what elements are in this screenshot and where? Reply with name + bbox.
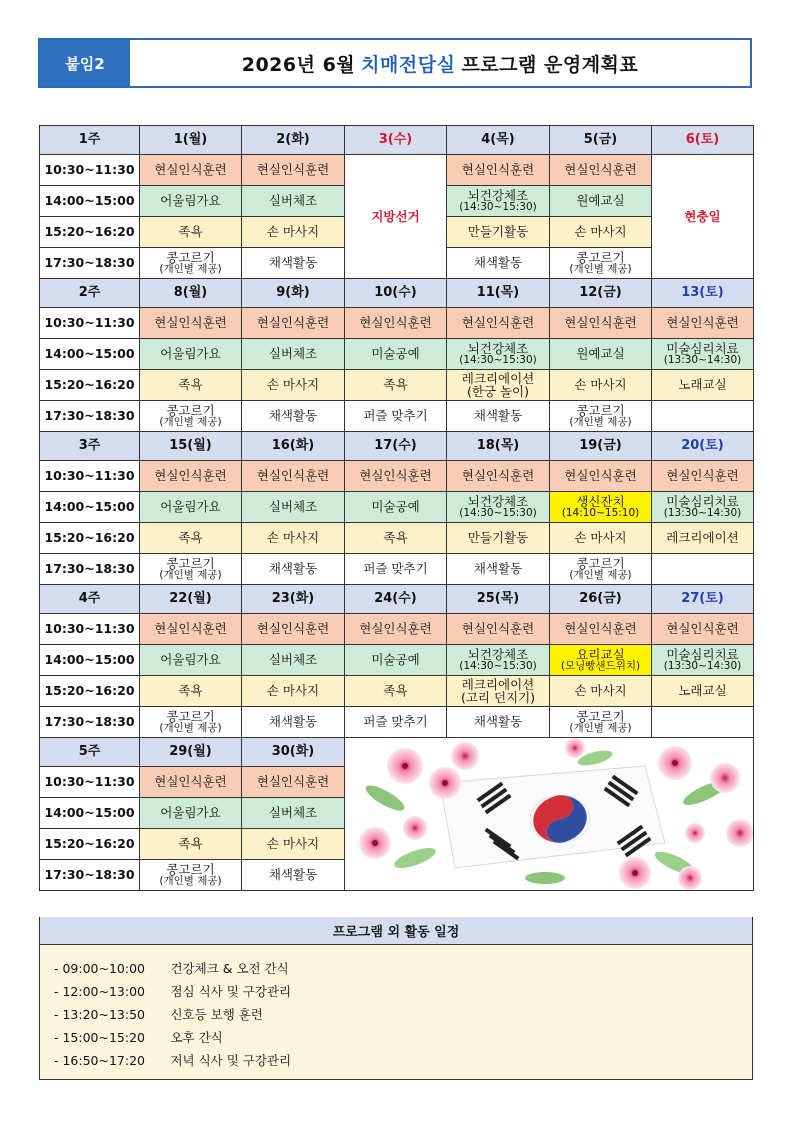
activity-cell: 퍼즐 맞추기 bbox=[345, 554, 447, 585]
time-row bbox=[40, 676, 754, 707]
activity-cell: 채색활동 bbox=[447, 248, 550, 279]
activity-cell: 콩고르기 (개인별 제공) bbox=[550, 401, 652, 432]
activity-cell: 어울림가요 bbox=[140, 798, 242, 829]
activity-cell: 현실인식훈련 bbox=[140, 614, 242, 645]
activity-cell: 족욕 bbox=[140, 829, 242, 860]
activity-cell: 손 마사지 bbox=[242, 829, 345, 860]
day-header-holiday: 6(토) bbox=[652, 126, 754, 155]
day-header: 10(수) bbox=[345, 279, 447, 308]
activity-cell: 레크리에이션 (고리 던지기) bbox=[447, 676, 550, 707]
day-header: 24(수) bbox=[345, 585, 447, 614]
week-label: 4주 bbox=[40, 585, 140, 614]
time-row bbox=[40, 401, 754, 432]
day-header: 8(월) bbox=[140, 279, 242, 308]
week-header-row bbox=[40, 585, 754, 614]
time-row bbox=[40, 645, 754, 676]
document-header bbox=[38, 38, 752, 88]
week-header-row bbox=[40, 432, 754, 461]
election-day-cell: 지방선거 bbox=[345, 155, 447, 279]
time-row bbox=[40, 155, 754, 186]
title-prefix: 2026년 6월 bbox=[241, 53, 356, 76]
day-header: 25(목) bbox=[447, 585, 550, 614]
day-header: 22(월) bbox=[140, 585, 242, 614]
time-slot: 10:30~11:30 bbox=[40, 614, 140, 645]
activity-cell: 손 마사지 bbox=[550, 676, 652, 707]
activity-cell: 현실인식훈련 bbox=[652, 614, 754, 645]
activity-cell: 현실인식훈련 bbox=[140, 461, 242, 492]
activity-cell: 족욕 bbox=[140, 676, 242, 707]
activity-cell: 실버체조 bbox=[242, 186, 345, 217]
time-slot: 10:30~11:30 bbox=[40, 767, 140, 798]
activity-cell: 채색활동 bbox=[242, 248, 345, 279]
activity-cell: 실버체조 bbox=[242, 339, 345, 370]
activity-cell: 콩고르기 (개인별 제공) bbox=[550, 707, 652, 738]
activity-cell: 노래교실 bbox=[652, 676, 754, 707]
activity-cell: 현실인식훈련 bbox=[447, 155, 550, 186]
activity-cell: 현실인식훈련 bbox=[242, 155, 345, 186]
activity-cell: 현실인식훈련 bbox=[345, 308, 447, 339]
time-slot: 14:00~15:00 bbox=[40, 645, 140, 676]
day-header: 16(화) bbox=[242, 432, 345, 461]
extra-schedule-list bbox=[39, 945, 753, 1080]
activity-cell: 현실인식훈련 bbox=[242, 461, 345, 492]
week-label: 5주 bbox=[40, 738, 140, 767]
day-header: 11(목) bbox=[447, 279, 550, 308]
day-header: 12(금) bbox=[550, 279, 652, 308]
schedule-table bbox=[39, 125, 754, 891]
activity-cell: 현실인식훈련 bbox=[345, 461, 447, 492]
activity-cell: 실버체조 bbox=[242, 798, 345, 829]
activity-cell: 족욕 bbox=[140, 523, 242, 554]
activity-cell bbox=[652, 707, 754, 738]
flag-body bbox=[440, 766, 665, 868]
activity-cell bbox=[652, 554, 754, 585]
time-slot: 15:20~16:20 bbox=[40, 523, 140, 554]
birthday-party-cell: 생신잔치 (14:10~15:10) bbox=[550, 492, 652, 523]
activity-cell: 족욕 bbox=[345, 523, 447, 554]
activity-cell bbox=[652, 401, 754, 432]
time-row bbox=[40, 370, 754, 401]
activity-cell: 족욕 bbox=[140, 370, 242, 401]
activity-cell: 미술공예 bbox=[345, 645, 447, 676]
day-header-saturday: 20(토) bbox=[652, 432, 754, 461]
activity-cell: 손 마사지 bbox=[242, 523, 345, 554]
time-slot: 17:30~18:30 bbox=[40, 248, 140, 279]
list-item: - 12:00~13:00 점심 식사 및 구강관리 bbox=[54, 984, 292, 999]
activity-cell: 미술공예 bbox=[345, 492, 447, 523]
time-slot: 15:20~16:20 bbox=[40, 217, 140, 248]
activity-cell: 현실인식훈련 bbox=[242, 767, 345, 798]
activity-cell: 채색활동 bbox=[447, 554, 550, 585]
activity-cell: 퍼즐 맞추기 bbox=[345, 707, 447, 738]
activity-cell: 손 마사지 bbox=[550, 217, 652, 248]
day-header: 30(화) bbox=[242, 738, 345, 767]
time-row bbox=[40, 461, 754, 492]
time-row bbox=[40, 707, 754, 738]
week-label: 2주 bbox=[40, 279, 140, 308]
activity-cell: 현실인식훈련 bbox=[242, 308, 345, 339]
day-header: 4(목) bbox=[447, 126, 550, 155]
activity-cell: 현실인식훈련 bbox=[550, 308, 652, 339]
activity-cell: 손 마사지 bbox=[242, 217, 345, 248]
activity-cell: 현실인식훈련 bbox=[550, 155, 652, 186]
activity-cell: 콩고르기 (개인별 제공) bbox=[140, 860, 242, 891]
week-header-row bbox=[40, 279, 754, 308]
day-header: 1(월) bbox=[140, 126, 242, 155]
activity-cell: 손 마사지 bbox=[550, 370, 652, 401]
activity-cell: 미술심리치료 (13:30~14:30) bbox=[652, 492, 754, 523]
day-header: 2(화) bbox=[242, 126, 345, 155]
list-item: - 15:00~15:20 오후 간식 bbox=[54, 1030, 223, 1045]
activity-cell: 채색활동 bbox=[447, 707, 550, 738]
activity-cell: 현실인식훈련 bbox=[242, 614, 345, 645]
activity-cell: 뇌건강체조 (14:30~15:30) bbox=[447, 186, 550, 217]
extra-schedule-title: 프로그램 외 활동 일정 bbox=[39, 917, 753, 945]
activity-cell: 미술심리치료 (13:30~14:30) bbox=[652, 645, 754, 676]
day-header: 19(금) bbox=[550, 432, 652, 461]
time-slot: 10:30~11:30 bbox=[40, 155, 140, 186]
activity-cell: 콩고르기 (개인별 제공) bbox=[550, 554, 652, 585]
time-slot: 10:30~11:30 bbox=[40, 308, 140, 339]
day-header: 26(금) bbox=[550, 585, 652, 614]
activity-cell: 현실인식훈련 bbox=[550, 614, 652, 645]
activity-cell: 콩고르기 (개인별 제공) bbox=[140, 554, 242, 585]
activity-cell: 어울림가요 bbox=[140, 186, 242, 217]
activity-cell: 현실인식훈련 bbox=[140, 155, 242, 186]
time-slot: 17:30~18:30 bbox=[40, 401, 140, 432]
activity-cell: 어울림가요 bbox=[140, 492, 242, 523]
list-item: - 16:50~17:20 저녁 식사 및 구강관리 bbox=[54, 1053, 292, 1068]
day-header: 15(월) bbox=[140, 432, 242, 461]
activity-cell: 원예교실 bbox=[550, 339, 652, 370]
time-slot: 15:20~16:20 bbox=[40, 370, 140, 401]
week-header-row bbox=[40, 126, 754, 155]
time-slot: 17:30~18:30 bbox=[40, 860, 140, 891]
activity-cell: 현실인식훈련 bbox=[652, 308, 754, 339]
time-slot: 17:30~18:30 bbox=[40, 707, 140, 738]
week-label: 1주 bbox=[40, 126, 140, 155]
activity-cell: 현실인식훈련 bbox=[140, 767, 242, 798]
activity-cell: 어울림가요 bbox=[140, 339, 242, 370]
day-header: 23(화) bbox=[242, 585, 345, 614]
time-row bbox=[40, 492, 754, 523]
activity-cell: 채색활동 bbox=[447, 401, 550, 432]
activity-cell: 미술공예 bbox=[345, 339, 447, 370]
activity-cell: 손 마사지 bbox=[242, 370, 345, 401]
time-row bbox=[40, 523, 754, 554]
attachment-badge: 붙임2 bbox=[40, 40, 130, 86]
activity-cell: 채색활동 bbox=[242, 554, 345, 585]
activity-cell: 현실인식훈련 bbox=[140, 308, 242, 339]
activity-cell: 족욕 bbox=[345, 676, 447, 707]
time-row bbox=[40, 339, 754, 370]
activity-cell: 현실인식훈련 bbox=[345, 614, 447, 645]
time-slot: 14:00~15:00 bbox=[40, 339, 140, 370]
activity-cell: 노래교실 bbox=[652, 370, 754, 401]
activity-cell: 현실인식훈련 bbox=[447, 614, 550, 645]
time-slot: 15:20~16:20 bbox=[40, 829, 140, 860]
title-suffix: 프로그램 운영계획표 bbox=[461, 53, 639, 76]
time-row bbox=[40, 614, 754, 645]
activity-cell: 현실인식훈련 bbox=[447, 461, 550, 492]
time-row bbox=[40, 308, 754, 339]
list-item: - 09:00~10:00 건강체크 & 오전 간식 bbox=[54, 961, 289, 976]
title-accent: 치매전담실 bbox=[361, 53, 456, 76]
activity-cell: 미술심리치료 (13:30~14:30) bbox=[652, 339, 754, 370]
activity-cell: 만들기활동 bbox=[447, 217, 550, 248]
document-title bbox=[130, 40, 750, 86]
day-header-holiday: 3(수) bbox=[345, 126, 447, 155]
activity-cell: 실버체조 bbox=[242, 492, 345, 523]
activity-cell: 족욕 bbox=[345, 370, 447, 401]
list-item: - 13:20~13:50 신호등 보행 훈련 bbox=[54, 1007, 263, 1022]
time-slot: 10:30~11:30 bbox=[40, 461, 140, 492]
activity-cell: 뇌건강체조 (14:30~15:30) bbox=[447, 492, 550, 523]
activity-cell: 콩고르기 (개인별 제공) bbox=[550, 248, 652, 279]
time-row bbox=[40, 554, 754, 585]
activity-cell: 레크리에이션 bbox=[652, 523, 754, 554]
activity-cell: 원예교실 bbox=[550, 186, 652, 217]
activity-cell: 손 마사지 bbox=[242, 676, 345, 707]
activity-cell: 콩고르기 (개인별 제공) bbox=[140, 248, 242, 279]
day-header-saturday: 13(토) bbox=[652, 279, 754, 308]
activity-cell: 뇌건강체조 (14:30~15:30) bbox=[447, 645, 550, 676]
time-slot: 14:00~15:00 bbox=[40, 186, 140, 217]
time-slot: 14:00~15:00 bbox=[40, 798, 140, 829]
day-header: 18(목) bbox=[447, 432, 550, 461]
activity-cell: 어울림가요 bbox=[140, 645, 242, 676]
activity-cell: 현실인식훈련 bbox=[652, 461, 754, 492]
flag-illustration-cell bbox=[345, 738, 754, 891]
time-slot: 17:30~18:30 bbox=[40, 554, 140, 585]
activity-cell: 콩고르기 (개인별 제공) bbox=[140, 707, 242, 738]
activity-cell: 레크리에이션 (한궁 놀이) bbox=[447, 370, 550, 401]
activity-cell: 채색활동 bbox=[242, 401, 345, 432]
activity-cell: 콩고르기 (개인별 제공) bbox=[140, 401, 242, 432]
day-header: 5(금) bbox=[550, 126, 652, 155]
activity-cell: 만들기활동 bbox=[447, 523, 550, 554]
activity-cell: 현실인식훈련 bbox=[550, 461, 652, 492]
day-header: 9(화) bbox=[242, 279, 345, 308]
activity-cell: 손 마사지 bbox=[550, 523, 652, 554]
activity-cell: 채색활동 bbox=[242, 860, 345, 891]
cooking-class-cell: 요리교실 (모닝빵샌드위치) bbox=[550, 645, 652, 676]
taegukgi-flag-illustration bbox=[345, 738, 753, 891]
day-header-saturday: 27(토) bbox=[652, 585, 754, 614]
activity-cell: 뇌건강체조 (14:30~15:30) bbox=[447, 339, 550, 370]
memorial-day-cell: 현충일 bbox=[652, 155, 754, 279]
day-header: 17(수) bbox=[345, 432, 447, 461]
week-header-row bbox=[40, 738, 754, 767]
time-slot: 14:00~15:00 bbox=[40, 492, 140, 523]
activity-cell: 실버체조 bbox=[242, 645, 345, 676]
activity-cell: 채색활동 bbox=[242, 707, 345, 738]
activity-cell: 족욕 bbox=[140, 217, 242, 248]
activity-cell: 퍼즐 맞추기 bbox=[345, 401, 447, 432]
day-header: 29(월) bbox=[140, 738, 242, 767]
activity-cell: 현실인식훈련 bbox=[447, 308, 550, 339]
week-label: 3주 bbox=[40, 432, 140, 461]
time-slot: 15:20~16:20 bbox=[40, 676, 140, 707]
